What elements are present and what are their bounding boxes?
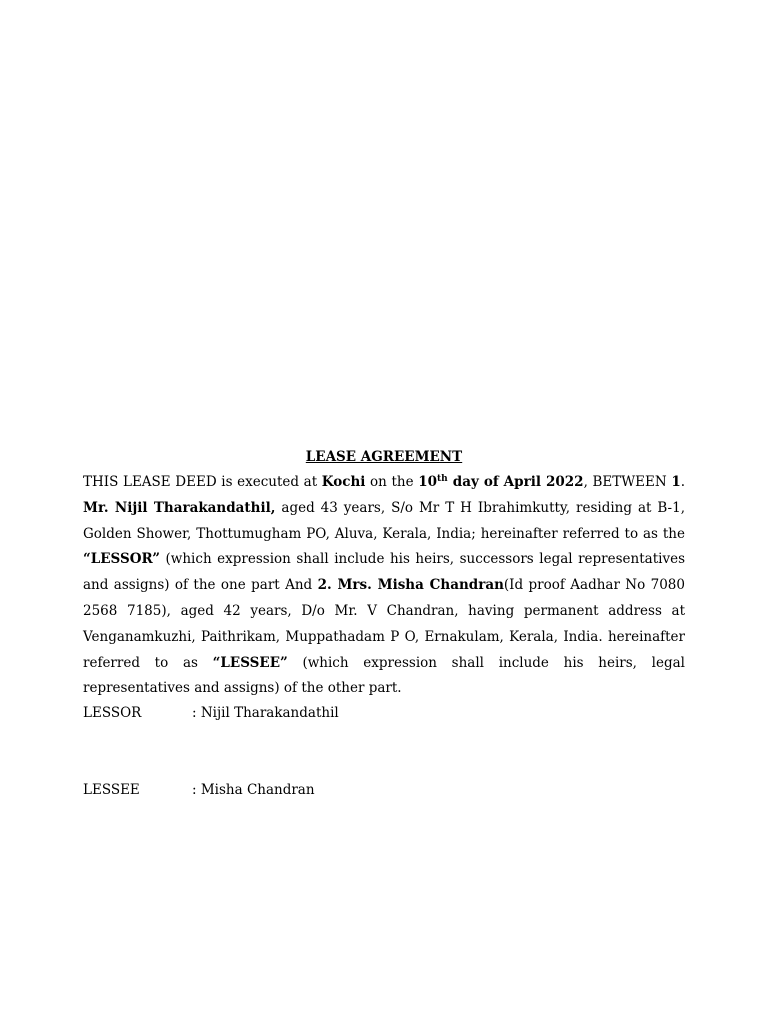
day-number: 10	[418, 474, 438, 490]
party2-details: (Id proof Aadhar No 7080 2568 7185), aged 42 years, D/o Mr. V Chandran, having permanent address at Venganamkuzhi, Paithrikam, Muppathadam P O, Ernakulam, Kerala, India. hereinafter referred to as	[83, 577, 685, 671]
date-text	[418, 474, 583, 490]
lessee-row	[83, 780, 685, 800]
party1-details: aged 43 years, S/o Mr T H Ibrahimkutty, residing at B-1, Golden Shower, Thottumugham PO, Aluva, Kerala, India; hereinafter referred to as the	[83, 499, 685, 542]
agreement-paragraph	[83, 470, 685, 702]
lessee-label: LESSEE	[83, 782, 140, 798]
lessee-clause: (which expression shall include his heirs, legal representatives and assigns) of the other part.	[83, 654, 685, 697]
lessor-term: “LESSOR”	[83, 551, 161, 568]
text-dot: .	[680, 474, 686, 490]
text-intro: THIS LEASE DEED is executed at	[83, 474, 322, 490]
lessee-value: : Misha Chandran	[192, 782, 315, 798]
party2-name: 2. Mrs. Misha Chandran	[317, 577, 504, 594]
place-name: Kochi	[321, 474, 366, 490]
lessor-label: LESSOR	[83, 705, 142, 721]
party1-number: 1	[671, 474, 681, 490]
day-suffix: th	[437, 474, 448, 484]
lessee-term: “LESSEE”	[212, 654, 288, 671]
party1-name: Mr. Nijil Tharakandathil,	[83, 499, 276, 516]
text-on-the: on the	[365, 474, 419, 490]
lessor-row	[83, 703, 685, 723]
lessor-clause: (which expression shall include his heirs, successors legal representatives and assigns) of the one part And	[83, 551, 685, 594]
lessor-value: : Nijil Tharakandathil	[192, 705, 339, 721]
text-between: , BETWEEN	[583, 474, 672, 490]
document-title: LEASE AGREEMENT	[305, 449, 463, 465]
day-rest: day of April 2022	[447, 474, 584, 490]
